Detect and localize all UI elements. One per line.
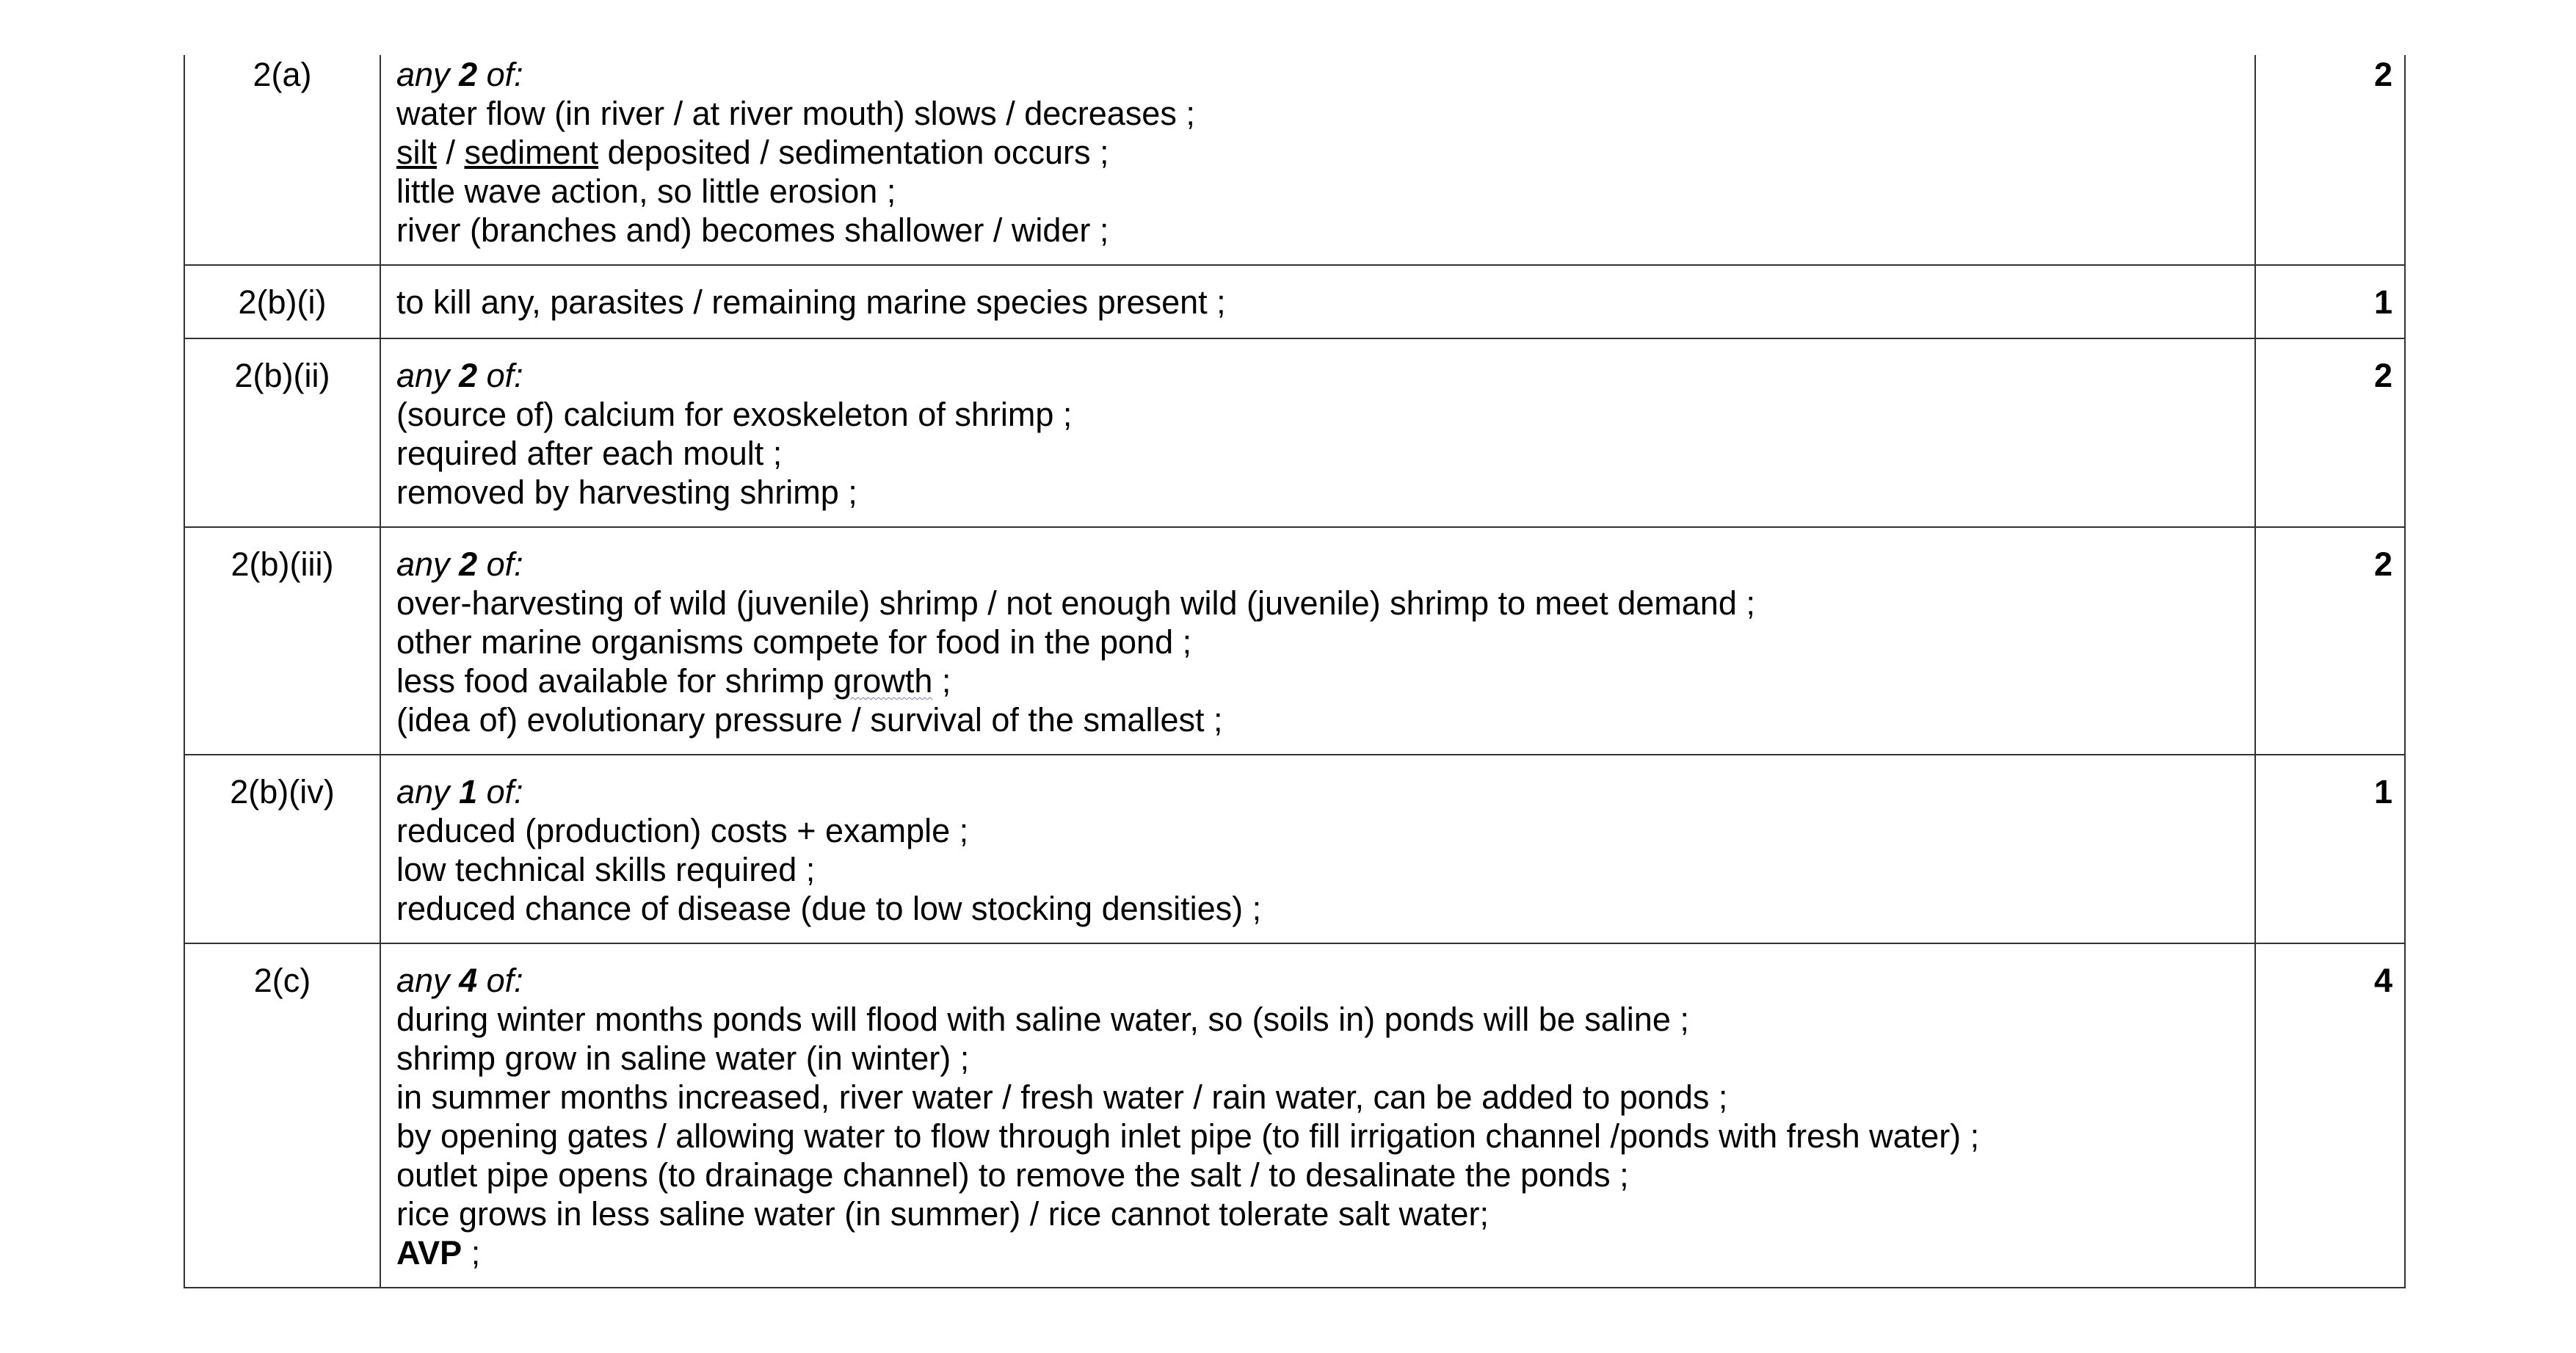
answer-point: shrimp grow in saline water (in winter) ; — [396, 1040, 970, 1077]
answer-point: (source of) calcium for exoskeleton of shrimp ; — [396, 396, 1073, 433]
answer-point: outlet pipe opens (to drainage channel) to remove the salt / to desalinate the ponds ; — [396, 1156, 1629, 1194]
answer-intro: any 1 of: — [396, 773, 523, 810]
marks: 2 — [2255, 527, 2405, 755]
table-row — [184, 755, 2405, 943]
table-row — [184, 55, 2405, 265]
answer-point: (idea of) evolutionary pressure / survival of the smallest ; — [396, 701, 1223, 739]
answer-point: little wave action, so little erosion ; — [396, 173, 896, 210]
answer-point: during winter months ponds will flood with saline water, so (soils in) ponds will be saline ; — [396, 1001, 1689, 1038]
answer-point: by opening gates / allowing water to flow through inlet pipe (to fill irrigation channel /ponds with fresh water) ; — [396, 1117, 1980, 1155]
answer-cell — [380, 55, 2255, 265]
answer-point: silt / sediment deposited / sedimentation occurs ; — [396, 134, 1109, 171]
answer-point: to kill any, parasites / remaining marine species present ; — [396, 283, 1226, 321]
answer-intro: any 4 of: — [396, 962, 523, 999]
answer-point: less food available for shrimp growth ; — [396, 662, 951, 700]
question-number: 2(b)(ii) — [184, 338, 380, 527]
answer-cell — [380, 527, 2255, 755]
answer-intro: any 2 of: — [396, 545, 523, 583]
question-number: 2(b)(iii) — [184, 527, 380, 755]
answer-intro: any 2 of: — [396, 357, 523, 394]
answer-point: required after each moult ; — [396, 435, 783, 472]
answer-cell — [380, 755, 2255, 943]
question-number: 2(a) — [184, 55, 380, 265]
answer-point: low technical skills required ; — [396, 851, 816, 888]
answer-point: rice grows in less saline water (in summer) / rice cannot tolerate salt water; — [396, 1195, 1490, 1233]
table-row — [184, 265, 2405, 338]
table-row — [184, 338, 2405, 527]
answer-point: AVP ; — [396, 1234, 481, 1272]
mark-scheme-table — [184, 55, 2406, 1288]
marks: 2 — [2255, 338, 2405, 527]
answer-cell — [380, 338, 2255, 527]
answer-point: reduced (production) costs + example ; — [396, 812, 969, 849]
marks: 2 — [2255, 55, 2405, 265]
answer-cell — [380, 943, 2255, 1288]
answer-point: over-harvesting of wild (juvenile) shrimp / not enough wild (juvenile) shrimp to meet demand ; — [396, 584, 1755, 622]
question-number: 2(b)(i) — [184, 265, 380, 338]
marks: 1 — [2255, 265, 2405, 338]
answer-point: water flow (in river / at river mouth) slows / decreases ; — [396, 95, 1195, 132]
answer-intro: any 2 of: — [396, 56, 523, 93]
marks: 4 — [2255, 943, 2405, 1288]
answer-point: removed by harvesting shrimp ; — [396, 474, 857, 511]
marks: 1 — [2255, 755, 2405, 943]
question-number: 2(c) — [184, 943, 380, 1288]
question-number: 2(b)(iv) — [184, 755, 380, 943]
table-row — [184, 943, 2405, 1288]
answer-point: river (branches and) becomes shallower / wider ; — [396, 211, 1109, 249]
answer-cell — [380, 265, 2255, 338]
answer-point: in summer months increased, river water / fresh water / rain water, can be added to ponds ; — [396, 1078, 1728, 1116]
answer-point: other marine organisms compete for food in the pond ; — [396, 623, 1192, 661]
table-row — [184, 527, 2405, 755]
answer-point: reduced chance of disease (due to low stocking densities) ; — [396, 890, 1262, 927]
